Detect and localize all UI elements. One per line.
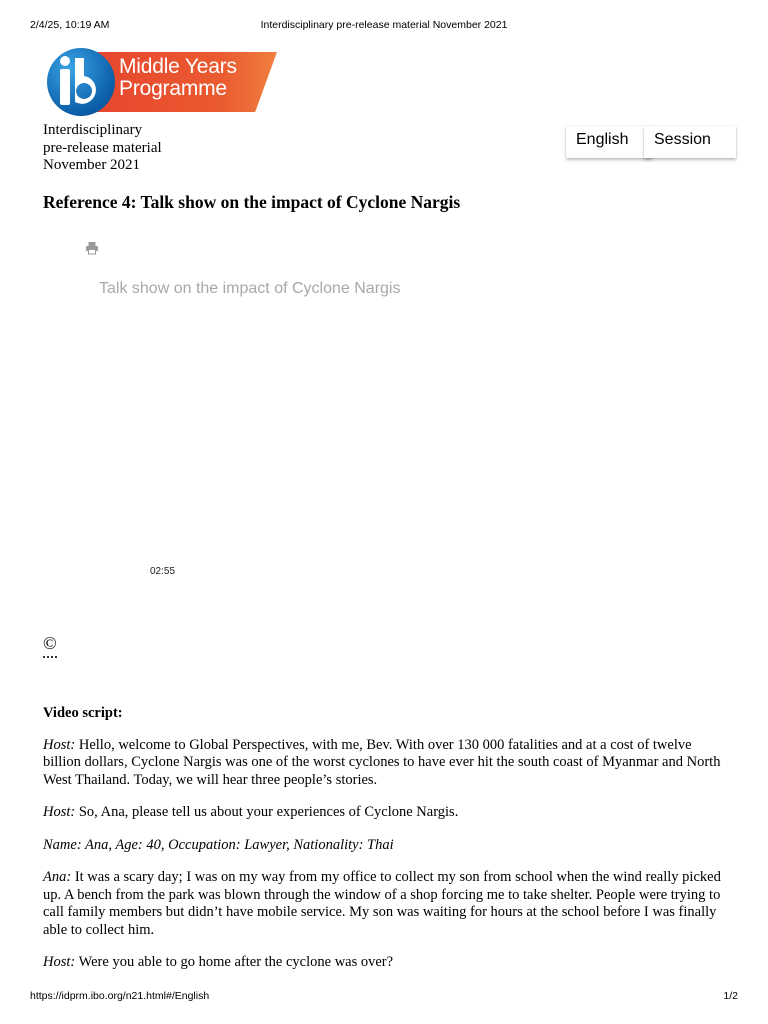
speech-text: It was a scary day; I was on my way from my office to collect my son from school when the wind really picked up. A bench from the park was blown through the window of a shop forcing me to take shelter. People were trying to call family members but didn’t have mobile service. My son was waiting for hours at the school before I was finally able to collect him. bbox=[43, 869, 721, 938]
script-heading: Video script: bbox=[43, 705, 123, 721]
script-paragraph bbox=[43, 737, 723, 790]
logo-line-1: Middle Years bbox=[119, 55, 237, 78]
print-datetime: 2/4/25, 10:19 AM bbox=[30, 19, 110, 31]
video-title: Talk show on the impact of Cyclone Nargis bbox=[99, 280, 401, 297]
printer-icon[interactable] bbox=[85, 241, 99, 255]
speaker-profile bbox=[43, 837, 723, 855]
video-script bbox=[43, 705, 723, 987]
logo-text bbox=[119, 56, 237, 100]
session-button[interactable]: Session bbox=[644, 126, 736, 158]
meta-type: pre-release material bbox=[43, 139, 162, 156]
meta-session: November 2021 bbox=[43, 157, 141, 173]
script-paragraph bbox=[43, 954, 723, 972]
print-footer bbox=[30, 990, 738, 1004]
page-url: https://idprm.ibo.org/n21.html#/English bbox=[30, 990, 210, 1002]
english-button[interactable]: English bbox=[566, 126, 652, 158]
print-header bbox=[30, 19, 738, 33]
video-duration: 02:55 bbox=[150, 566, 176, 577]
script-paragraph bbox=[43, 869, 723, 939]
logo-line-2: Programme bbox=[119, 77, 227, 100]
material-meta bbox=[43, 122, 162, 175]
copyright-icon[interactable]: © bbox=[43, 633, 57, 653]
speaker-profile-text: Name: Ana, Age: 40, Occupation: Lawyer, Nationality: Thai bbox=[43, 836, 394, 853]
reference-title: Reference 4: Talk show on the impact of Cyclone Nargis bbox=[43, 192, 461, 212]
ib-myp-logo bbox=[47, 48, 277, 118]
print-page-title: Interdisciplinary pre-release material November 2021 bbox=[260, 19, 508, 31]
speaker-label: Host: bbox=[43, 736, 76, 753]
speaker-label: Host: bbox=[43, 804, 76, 820]
page-number: 1/2 bbox=[723, 990, 738, 1002]
script-paragraph bbox=[43, 804, 723, 822]
speech-text: So, Ana, please tell us about your experiences of Cyclone Nargis. bbox=[75, 804, 459, 820]
speaker-label: Ana: bbox=[43, 869, 72, 885]
ib-logo-icon bbox=[47, 48, 115, 116]
speech-text: Were you able to go home after the cyclone was over? bbox=[75, 954, 394, 970]
speech-text: Hello, welcome to Global Perspectives, with me, Bev. With over 130 000 fatalities and at a cost of twelve billion dollars, Cyclone Nargis was one of the worst cyclones to have ever hit the south coast of Myanmar and North West Thailand. Today, we will hear three people’s stories. bbox=[43, 736, 721, 788]
ellipsis-dots bbox=[43, 656, 57, 658]
speaker-label: Host: bbox=[43, 954, 76, 970]
meta-subject: Interdisciplinary bbox=[43, 122, 143, 138]
